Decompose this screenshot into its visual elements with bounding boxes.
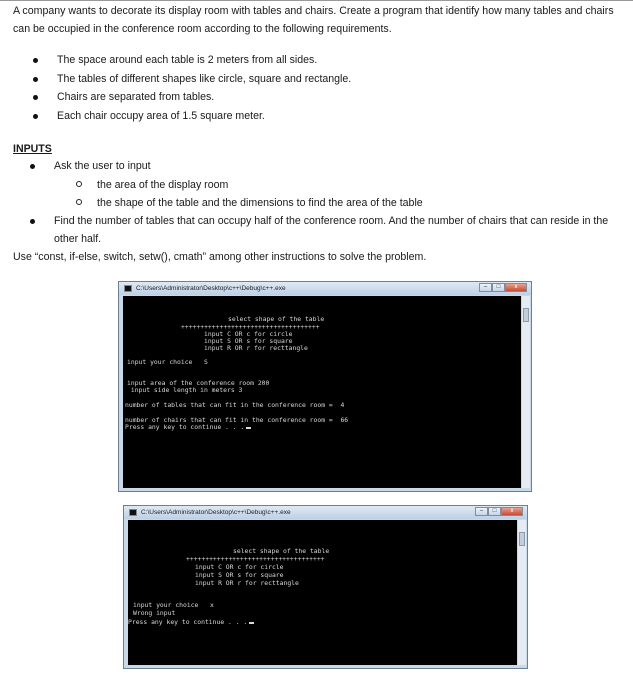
inputs-heading: INPUTS [13,143,52,155]
scrollbar-thumb[interactable] [519,532,525,546]
text-cursor [246,427,251,429]
console-line: input C OR c for circle [195,563,284,571]
inputs-find-text: Find the number of tables that can occupy half of the conference room. And the number of chairs that can reside in the other half. [54,215,609,245]
console-line: input R OR r for recttangle [204,344,308,352]
console-line: input area of the conference room 200 [127,379,270,387]
inputs-ask-item: Ask the user to input [27,157,151,176]
console-line: select shape of the table [233,547,330,555]
requirement-item: The space around each table is 2 meters from all sides. [30,51,351,70]
console-line: number of chairs that can fit in the conference room = 66 [125,416,349,424]
inputs-sub-item: the area of the display room [76,176,423,194]
close-button[interactable]: x [505,283,527,292]
console-app-icon [129,509,137,516]
minimize-button[interactable]: – [475,507,488,516]
window-title: C:\Users\Administrator\Desktop\c++\Debug\c++.exe [141,509,291,516]
instructions-line: Use “const, if-else, switch, setw(), cmath” among other instructions to solve the problem. [13,251,427,263]
console-line: input your choice S [127,358,208,366]
maximize-button[interactable]: □ [492,283,505,292]
window-title-bar[interactable] [124,506,527,519]
inputs-sublist [76,176,423,212]
console-output [128,520,517,665]
window-title: C:\Users\Administrator\Desktop\c++\Debug\c++.exe [136,285,286,292]
console-line: input S OR s for square [195,571,284,579]
console-line: ++++++++++++++++++++++++++++++++++++ [186,555,325,563]
minimize-button[interactable]: – [479,283,492,292]
inputs-sub-item: the shape of the table and the dimensions to find the area of the table [76,194,423,212]
console-output [123,296,521,488]
window-title-bar[interactable] [119,282,531,295]
console-line: ++++++++++++++++++++++++++++++++++++ [181,323,320,331]
console-window-1 [118,281,532,492]
console-line: input R OR r for recttangle [195,579,299,587]
console-prompt [128,619,254,626]
maximize-button[interactable]: □ [488,507,501,516]
console-line: input S OR s for square [204,337,293,345]
vertical-scrollbar[interactable] [522,296,530,488]
top-border-line [0,0,633,1]
inputs-list [27,157,151,176]
text-cursor [249,622,254,624]
console-line: input side length in meters 3 [127,386,243,394]
console-prompt [125,424,251,431]
console-line: select shape of the table [228,315,325,323]
console-line: Wrong input [133,609,176,617]
intro-paragraph: A company wants to decorate its display room with tables and chairs. Create a program that identify how many tables and chairs can be occupied in the conference room according to the following requirements. [13,5,614,35]
vertical-scrollbar[interactable] [518,520,526,665]
scrollbar-thumb[interactable] [523,308,529,322]
requirement-item: Each chair occupy area of 1.5 square meter. [30,107,351,126]
inputs-find-item [27,212,627,248]
window-controls [475,507,523,517]
requirement-item: Chairs are separated from tables. [30,88,351,107]
console-line: Press any key to continue . . . [128,618,248,626]
console-window-2 [123,505,528,669]
requirements-list [30,51,351,125]
console-line: input your choice x [133,601,214,609]
console-line: input C OR c for circle [204,330,293,338]
close-button[interactable]: x [501,507,523,516]
console-app-icon [124,285,132,292]
window-controls [479,283,527,293]
console-line: number of tables that can fit in the conference room = 4 [125,401,345,409]
requirement-item: The tables of different shapes like circle, square and rectangle. [30,70,351,89]
console-line: Press any key to continue . . . [125,423,245,431]
